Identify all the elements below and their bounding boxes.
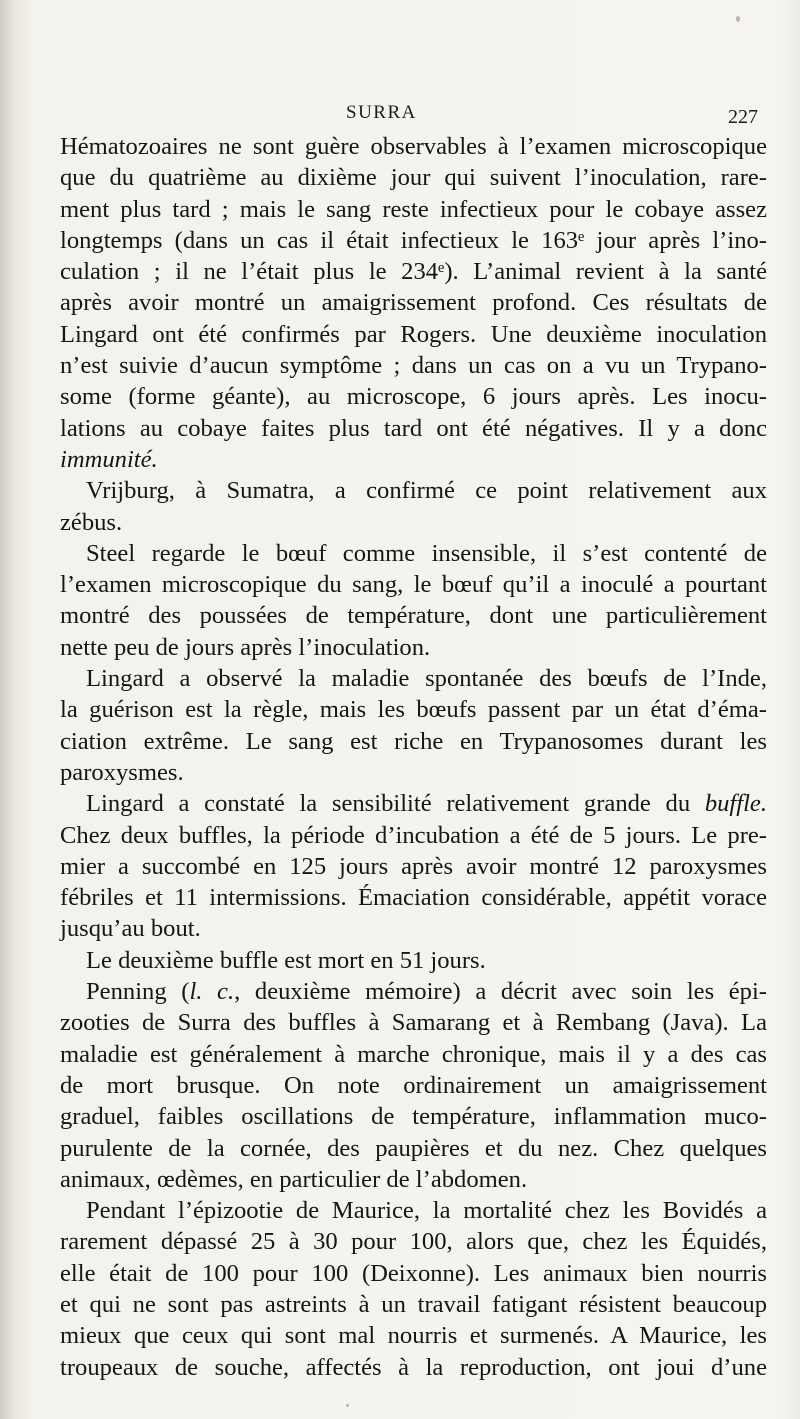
text-line: nette peu de jours après l’inoculation. (60, 633, 431, 661)
text-line: Pendant l’épizootie de Maurice, la mortalité chez les Bovidés a (86, 1197, 767, 1225)
text-line: montré des poussées de température, dont une particulièrement (60, 602, 767, 630)
text-line: Steel regarde le bœuf comme insensible, il s’est contenté de (86, 539, 767, 567)
text-line: maladie est généralement à marche chronique, mais il y a des cas (60, 1040, 767, 1068)
text-line: après avoir montré un amaigrissement profond. Ces résultats de (60, 289, 767, 317)
text-line: Lingard a observé la maladie spontanée des bœufs de l’Inde, (86, 665, 767, 693)
text-line (60, 976, 767, 1007)
text-line: la guérison est la règle, mais les bœufs passent par un état d’éma- (60, 696, 767, 724)
italic-term: immunité. (60, 445, 158, 473)
running-head (0, 96, 800, 126)
text-line: Lingard ont été confirmés par Rogers. Une deuxième inoculation (60, 320, 767, 348)
paragraph-6 (60, 945, 767, 976)
paragraph-5 (60, 788, 767, 944)
text-line: purulente de la cornée, des paupières et du nez. Chez quelques (60, 1134, 767, 1162)
paper-speck (346, 1404, 349, 1407)
text-line: lations au cobaye faites plus tard ont été négatives. Il y a donc (60, 414, 767, 442)
text-line: jusqu’au bout. (60, 915, 201, 943)
text-line: zébus. (60, 508, 123, 536)
text-line: some (forme géante), au microscope, 6 jours après. Les inocu- (60, 383, 767, 411)
text-line: mier a succombé en 125 jours après avoir montré 12 paroxysmes (60, 852, 767, 880)
paper-speck (736, 16, 740, 22)
running-title: SURRA (346, 102, 417, 123)
text-line: l’examen microscopique du sang, le bœuf qu’il a inoculé a pourtant (60, 571, 767, 599)
body-text (60, 131, 767, 1383)
text-line: longtemps (dans un cas il était infectieux le 163ᵉ jour après l’ino- (60, 226, 767, 254)
text-line: graduel, faibles oscillations de température, inflammation muco- (60, 1103, 767, 1131)
paragraph-4 (60, 663, 767, 788)
text-line: n’est suivie d’aucun symptôme ; dans un cas on a vu un Trypano- (60, 352, 767, 380)
text-line: paroxysmes. (60, 758, 184, 786)
text-line: de mort brusque. On note ordinairement un amaigrissement (60, 1071, 767, 1099)
page-number: 227 (728, 106, 758, 128)
text-segment: Penning ( (86, 978, 190, 1006)
text-line: elle était de 100 pour 100 (Deixonne). Les animaux bien nourris (60, 1259, 767, 1287)
paragraph-7 (60, 976, 767, 1195)
text-line: que du quatrième au dixième jour qui suivent l’inoculation, rare- (60, 164, 767, 192)
text-line (60, 788, 767, 819)
text-line: Chez deux buffles, la période d’incubation a été de 5 jours. Le pre- (60, 821, 767, 849)
text-segment: Lingard a constaté la sensibilité relativement grande du (86, 790, 691, 818)
text-line: Hématozoaires ne sont guère observables à l’examen microscopique (60, 133, 767, 160)
text-line: ment plus tard ; mais le sang reste infectieux pour le cobaye assez (60, 195, 767, 223)
text-line: animaux, œdèmes, en particulier de l’abdomen. (60, 1165, 528, 1193)
paragraph-3 (60, 538, 767, 663)
text-line: zooties de Surra des buffles à Samarang et à Rembang (Java). La (60, 1009, 767, 1037)
paragraph-1 (60, 131, 767, 475)
text-line: mieux que ceux qui sont mal nourris et surmenés. A Maurice, les (60, 1322, 767, 1350)
italic-citation: l. c. (189, 978, 235, 1006)
text-segment: , deuxième mémoire) a décrit avec soin les épi- (234, 978, 767, 1006)
text-line: troupeaux de souche, affectés à la reproduction, ont joui d’une (60, 1353, 767, 1381)
paragraph-2 (60, 475, 767, 538)
text-line: rarement dépassé 25 à 30 pour 100, alors que, chez les Équidés, (60, 1228, 767, 1256)
text-line: ciation extrême. Le sang est riche en Trypanosomes durant les (60, 727, 767, 755)
text-line: Vrijburg, à Sumatra, a confirmé ce point relativement aux (86, 477, 767, 505)
text-line: fébriles et 11 intermissions. Émaciation considérable, appétit vorace (60, 884, 767, 912)
text-line: Le deuxième buffle est mort en 51 jours. (86, 946, 486, 974)
text-line: culation ; il ne l’était plus le 234ᵉ). L’animal revient à la santé (60, 258, 767, 286)
text-line (60, 444, 767, 475)
paragraph-8 (60, 1195, 767, 1383)
text-line: et qui ne sont pas astreints à un travail fatigant résistent beaucoup (60, 1290, 767, 1318)
italic-term: buffle. (704, 790, 767, 818)
